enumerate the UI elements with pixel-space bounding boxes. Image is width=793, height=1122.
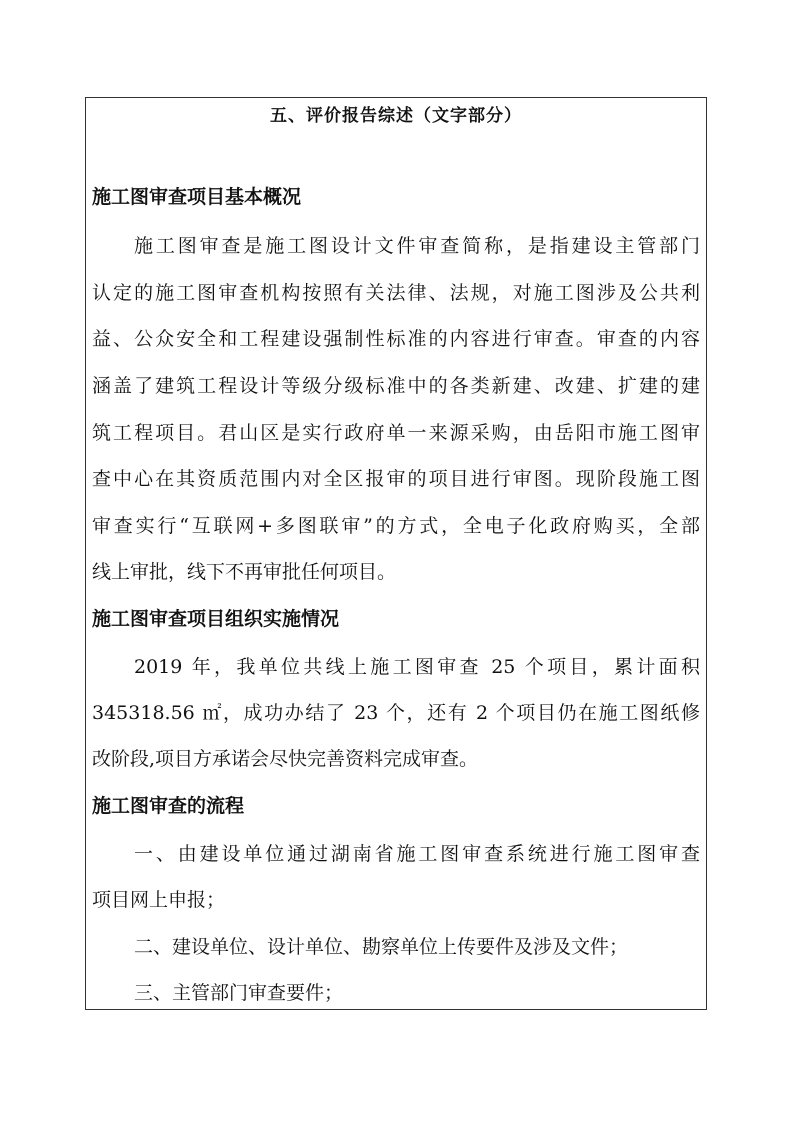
list-item: 一、由建设单位通过湖南省施工图审查系统进行施工图审查 bbox=[134, 843, 700, 865]
paragraph-line: 2019 年，我单位共线上施工图审查 25 个项目，累计面积 bbox=[134, 656, 700, 678]
paragraph-line: 认定的施工图审查机构按照有关法律、法规，对施工图涉及公共利 bbox=[92, 282, 700, 304]
paragraph-line: 施工图审查是施工图设计文件审查简称，是指建设主管部门 bbox=[134, 235, 700, 257]
paragraph-line: 益、公众安全和工程建设强制性标准的内容进行审查。审查的内容 bbox=[92, 328, 700, 350]
paragraph-line: 线上审批，线下不再审批任何项目。 bbox=[92, 561, 397, 583]
paragraph-line: 审查实行“互联网+多图联审”的方式，全电子化政府购买，全部 bbox=[92, 515, 700, 537]
section-heading-process: 施工图审查的流程 bbox=[92, 795, 245, 817]
paragraph-line: 筑工程项目。君山区是实行政府单一来源采购，由岳阳市施工图审 bbox=[92, 422, 700, 444]
list-item: 三、主管部门审查要件； bbox=[134, 982, 344, 1004]
paragraph-line: 查中心在其资质范围内对全区报审的项目进行审图。现阶段施工图 bbox=[92, 468, 700, 490]
paragraph-line: 345318.56 ㎡，成功办结了 23 个，还有 2 个项目仍在施工图纸修 bbox=[92, 702, 700, 724]
section-heading-overview: 施工图审查项目基本概况 bbox=[92, 186, 302, 208]
paragraph-line: 涵盖了建筑工程设计等级分级标准中的各类新建、改建、扩建的建 bbox=[92, 375, 700, 397]
page-title: 五、评价报告综述（文字部分） bbox=[270, 106, 522, 126]
list-item: 二、建设单位、设计单位、勘察单位上传要件及涉及文件； bbox=[134, 936, 629, 958]
section-heading-implementation: 施工图审查项目组织实施情况 bbox=[92, 608, 340, 630]
paragraph-line: 改阶段,项目方承诺会尽快完善资料完成审查。 bbox=[92, 748, 479, 770]
list-item-continuation: 项目网上申报； bbox=[92, 889, 226, 911]
